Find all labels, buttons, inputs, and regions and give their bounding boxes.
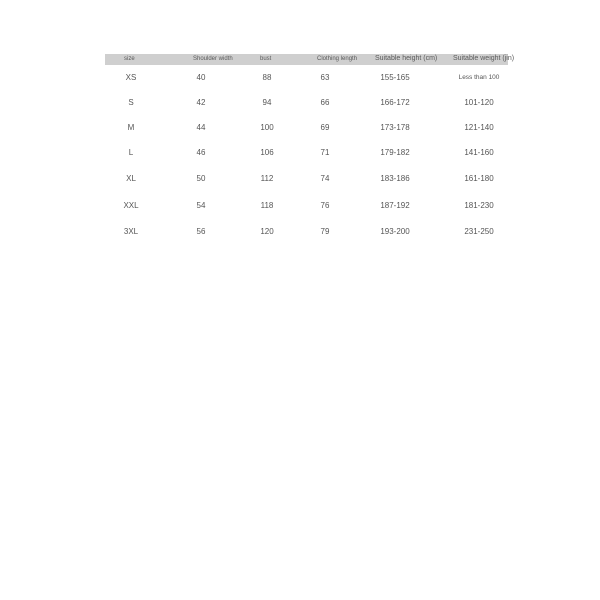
table-row [105, 146, 508, 160]
cell-shoulder-width: 44 [196, 123, 206, 132]
header-size: size [124, 56, 135, 62]
cell-shoulder-width: 54 [196, 201, 206, 210]
cell-suitable-weight: Less than 100 [458, 74, 500, 81]
cell-clothing-length: 71 [320, 148, 330, 157]
header-bust: bust [260, 56, 272, 62]
cell-size: S [128, 98, 134, 107]
cell-bust: 94 [262, 98, 272, 107]
table-row [105, 121, 508, 135]
cell-clothing-length: 79 [320, 227, 330, 236]
table-row [105, 225, 508, 239]
cell-shoulder-width: 56 [196, 227, 206, 236]
table-row [105, 71, 508, 85]
cell-suitable-height: 187-192 [380, 201, 410, 210]
cell-bust: 118 [260, 201, 274, 210]
size-chart-table [105, 54, 515, 236]
table-header [105, 54, 515, 65]
cell-clothing-length: 74 [320, 174, 330, 183]
cell-suitable-weight: 161-180 [464, 174, 494, 183]
cell-clothing-length: 66 [320, 98, 330, 107]
cell-size: M [127, 123, 135, 132]
cell-suitable-height: 183-186 [380, 174, 410, 183]
cell-suitable-weight: 101-120 [464, 98, 494, 107]
cell-shoulder-width: 46 [196, 148, 206, 157]
cell-bust: 88 [262, 73, 272, 82]
table-row [105, 199, 508, 213]
cell-bust: 120 [260, 227, 274, 236]
cell-clothing-length: 76 [320, 201, 330, 210]
cell-size: XL [126, 174, 136, 183]
cell-bust: 106 [260, 148, 274, 157]
cell-size: L [128, 148, 134, 157]
header-suitable-weight: Suitable weight (jin) [453, 55, 515, 62]
cell-shoulder-width: 42 [196, 98, 206, 107]
header-shoulder-width: Shoulder width [193, 56, 233, 62]
cell-suitable-weight: 181-230 [464, 201, 494, 210]
table-row [105, 96, 508, 110]
cell-suitable-height: 179-182 [380, 148, 410, 157]
header-clothing-length: Clothing length [317, 56, 358, 62]
header-suitable-height: Suitable height (cm) [375, 55, 438, 62]
cell-shoulder-width: 50 [196, 174, 206, 183]
cell-size: XXL [123, 201, 139, 210]
cell-clothing-length: 69 [320, 123, 330, 132]
cell-suitable-height: 173-178 [380, 123, 410, 132]
cell-suitable-weight: 121-140 [464, 123, 494, 132]
cell-size: XS [125, 73, 137, 82]
table-row [105, 172, 508, 186]
cell-suitable-height: 193-200 [380, 227, 410, 236]
cell-suitable-weight: 231-250 [464, 227, 494, 236]
cell-bust: 100 [260, 123, 274, 132]
cell-suitable-weight: 141-160 [464, 148, 494, 157]
cell-bust: 112 [260, 174, 274, 183]
cell-size: 3XL [123, 227, 139, 236]
cell-clothing-length: 63 [320, 73, 330, 82]
cell-shoulder-width: 40 [196, 73, 206, 82]
cell-suitable-height: 155-165 [380, 73, 410, 82]
cell-suitable-height: 166-172 [380, 98, 410, 107]
